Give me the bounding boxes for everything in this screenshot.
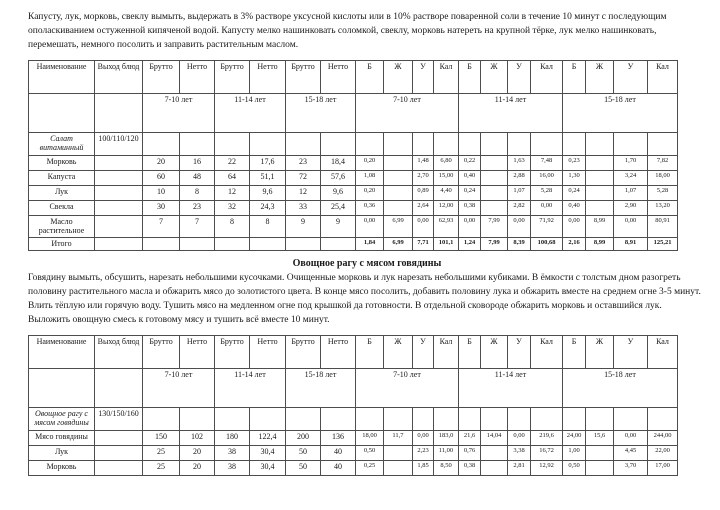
col-header-brutto: Брутто [143, 61, 180, 94]
nutrition-cell: 125,21 [648, 237, 678, 250]
age-group-15-18: 15-18 лет [563, 94, 678, 133]
weight-cell: 51,1 [250, 171, 286, 186]
nutrition-cell: 0,00 [356, 216, 384, 238]
weight-cell: 25 [143, 460, 180, 475]
nutrition-cell: 0,50 [356, 445, 384, 460]
nutrition-cell: 1,07 [508, 186, 531, 201]
col-header-brutto: Брутто [143, 335, 180, 368]
col-header-fat: Ж [384, 61, 413, 94]
nutrition-cell [508, 407, 531, 430]
nutrition-cell: 8,91 [614, 237, 648, 250]
nutrition-cell [481, 445, 508, 460]
nutrition-cell [508, 133, 531, 156]
age-group-7-10: 7-10 лет [143, 368, 215, 407]
weight-cell: 30 [143, 201, 180, 216]
nutrition-cell: 1,85 [413, 460, 434, 475]
nutrition-cell [384, 186, 413, 201]
nutrition-cell: 21,6 [459, 430, 481, 445]
weight-cell [286, 407, 321, 430]
nutrition-cell [356, 133, 384, 156]
age-group-11-14: 11-14 лет [215, 94, 286, 133]
row-label: Капуста [29, 171, 95, 186]
weight-cell: 38 [215, 460, 250, 475]
preparation-paragraph: Капусту, лук, морковь, свеклу вымыть, выдержать в 3% растворе уксусной кислоты или в 10% растворе поваренной соли в течение 10 минут с последующим ополаскиванием остуженной кипяченой водой. Капусту мелко нашинковать соломкой, свеклу, морковь натереть на крупной тёрке, лук мелко нашинковать, перемешать, немного посолить и заправить растительным маслом. [28, 12, 667, 50]
nutrition-cell: 2,64 [413, 201, 434, 216]
nutrition-cell [384, 460, 413, 475]
recipe-paragraph: Говядину вымыть, обсушить, нарезать небольшими кусочками. Очищенные морковь и лук нарезать небольшими кубиками. В ёмкости с толстым дном разогреть половину растительного масла и обжарить мясо до золотистого цвета. В конце мясо посолить, добавить половину лука и обжарить вместе на среднем огне 3-5 минут. Влить тёплую или горячую воду. Тушить мясо на медленном огне под крышкой да готовности. В отдельной сковороде обжарить морковь и оставшийся лук. Выложить овощную смесь к готовому мясу и тушить всё вместе 10 минут. [28, 272, 701, 325]
nutrition-cell [481, 171, 508, 186]
weight-cell: 136 [321, 430, 356, 445]
nutrition-cell [614, 133, 648, 156]
col-header-carbs: У [413, 61, 434, 94]
weight-cell [286, 133, 321, 156]
age-group-7-10: 7-10 лет [356, 368, 459, 407]
weight-cell: 18,4 [321, 156, 356, 171]
yield-cell [95, 216, 143, 238]
nutrition-cell [384, 156, 413, 171]
stew-nutrition-table [28, 335, 678, 476]
weight-cell: 20 [180, 445, 215, 460]
weight-cell [321, 407, 356, 430]
col-header-name: Наименование [29, 61, 95, 94]
age-group-11-14: 11-14 лет [215, 368, 286, 407]
nutrition-cell [531, 407, 563, 430]
col-header-carbs: У [614, 335, 648, 368]
nutrition-cell: 0,24 [563, 186, 586, 201]
weight-cell: 30,4 [250, 445, 286, 460]
weight-cell: 32 [215, 201, 250, 216]
nutrition-cell: 14,04 [481, 430, 508, 445]
weight-cell [250, 237, 286, 250]
col-header-kcal: Кал [648, 335, 678, 368]
yield-cell: 100/110/120 [95, 133, 143, 156]
nutrition-cell: 2,82 [508, 201, 531, 216]
row-label: Салат витаминный [29, 133, 95, 156]
weight-cell: 16 [180, 156, 215, 171]
weight-cell [321, 133, 356, 156]
nutrition-cell: 18,00 [648, 171, 678, 186]
col-header-protein: Б [356, 335, 384, 368]
nutrition-cell: 2,88 [508, 171, 531, 186]
nutrition-cell: 71,92 [531, 216, 563, 238]
total-row [29, 237, 678, 250]
nutrition-cell [384, 407, 413, 430]
nutrition-cell: 11,7 [384, 430, 413, 445]
empty-header-cell [29, 368, 95, 407]
col-header-carbs: У [614, 61, 648, 94]
nutrition-cell: 0,00 [413, 216, 434, 238]
nutrition-cell [586, 133, 614, 156]
weight-cell: 30,4 [250, 460, 286, 475]
nutrition-cell: 16,72 [531, 445, 563, 460]
nutrition-cell [434, 407, 459, 430]
yield-cell [95, 430, 143, 445]
weight-cell: 48 [180, 171, 215, 186]
nutrition-cell [384, 133, 413, 156]
nutrition-cell: 0,89 [413, 186, 434, 201]
row-label: Итого [29, 237, 95, 250]
col-header-netto: Нетто [250, 61, 286, 94]
age-group-15-18: 15-18 лет [563, 368, 678, 407]
empty-header-cell [95, 368, 143, 407]
nutrition-cell: 80,91 [648, 216, 678, 238]
col-header-protein: Б [356, 61, 384, 94]
recipe-heading: Овощное рагу с мясом говядины [292, 257, 442, 269]
weight-cell: 102 [180, 430, 215, 445]
weight-cell [143, 407, 180, 430]
col-header-carbs: У [413, 335, 434, 368]
col-header-kcal: Кал [531, 61, 563, 94]
nutrition-cell: 101,1 [434, 237, 459, 250]
nutrition-cell [531, 133, 563, 156]
weight-cell: 64 [215, 171, 250, 186]
empty-header-cell [95, 94, 143, 133]
col-header-kcal: Кал [648, 61, 678, 94]
table-header-row [29, 335, 678, 368]
nutrition-cell [481, 156, 508, 171]
nutrition-cell [384, 201, 413, 216]
nutrition-cell [586, 171, 614, 186]
dish-row [29, 133, 678, 156]
nutrition-cell: 8,99 [586, 216, 614, 238]
age-group-11-14: 11-14 лет [459, 368, 563, 407]
nutrition-cell: 0,00 [614, 430, 648, 445]
col-header-brutto: Брутто [215, 61, 250, 94]
nutrition-cell [586, 156, 614, 171]
nutrition-cell: 13,20 [648, 201, 678, 216]
row-label: Масло растительное [29, 216, 95, 238]
nutrition-cell: 0,50 [563, 460, 586, 475]
nutrition-cell: 2,81 [508, 460, 531, 475]
col-header-fat: Ж [586, 61, 614, 94]
row-label: Овощное рагу с мясом говядины [29, 407, 95, 430]
nutrition-cell: 2,23 [413, 445, 434, 460]
nutrition-cell [563, 133, 586, 156]
col-header-yield: Выход блюд [95, 61, 143, 94]
nutrition-cell: 12,92 [531, 460, 563, 475]
nutrition-cell [384, 171, 413, 186]
row-label: Морковь [29, 156, 95, 171]
age-group-header-row [29, 368, 678, 407]
row-label: Свекла [29, 201, 95, 216]
nutrition-cell [459, 133, 481, 156]
yield-cell [95, 156, 143, 171]
weight-cell: 7 [180, 216, 215, 238]
weight-cell: 40 [321, 445, 356, 460]
nutrition-cell [563, 407, 586, 430]
weight-cell: 8 [180, 186, 215, 201]
col-header-netto: Нетто [321, 61, 356, 94]
nutrition-cell: 0,22 [459, 156, 481, 171]
weight-cell: 57,6 [321, 171, 356, 186]
empty-header-cell [29, 94, 95, 133]
nutrition-cell: 11,00 [434, 445, 459, 460]
nutrition-cell: 2,90 [614, 201, 648, 216]
nutrition-cell: 16,00 [531, 171, 563, 186]
row-label: Лук [29, 186, 95, 201]
nutrition-cell: 6,99 [384, 237, 413, 250]
col-header-carbs: У [508, 61, 531, 94]
nutrition-cell: 0,38 [459, 201, 481, 216]
col-header-netto: Нетто [250, 335, 286, 368]
weight-cell: 38 [215, 445, 250, 460]
col-header-protein: Б [459, 335, 481, 368]
weight-cell: 50 [286, 460, 321, 475]
age-group-header-row [29, 94, 678, 133]
col-header-netto: Нетто [180, 61, 215, 94]
nutrition-cell: 7,71 [413, 237, 434, 250]
nutrition-cell: 0,00 [508, 430, 531, 445]
nutrition-cell: 7,48 [531, 156, 563, 171]
nutrition-cell: 0,20 [356, 156, 384, 171]
ingredient-row [29, 171, 678, 186]
nutrition-cell: 62,93 [434, 216, 459, 238]
weight-cell [250, 407, 286, 430]
nutrition-cell: 3,24 [614, 171, 648, 186]
row-label: Лук [29, 445, 95, 460]
col-header-fat: Ж [384, 335, 413, 368]
age-group-15-18: 15-18 лет [286, 94, 356, 133]
nutrition-cell: 24,00 [563, 430, 586, 445]
nutrition-cell: 0,00 [459, 216, 481, 238]
age-group-7-10: 7-10 лет [143, 94, 215, 133]
nutrition-cell: 6,99 [384, 216, 413, 238]
nutrition-cell: 0,36 [356, 201, 384, 216]
yield-cell [95, 445, 143, 460]
ingredient-row [29, 216, 678, 238]
weight-cell: 8 [250, 216, 286, 238]
weight-cell [321, 237, 356, 250]
age-group-7-10: 7-10 лет [356, 94, 459, 133]
nutrition-cell [413, 133, 434, 156]
weight-cell: 12 [286, 186, 321, 201]
weight-cell: 200 [286, 430, 321, 445]
col-header-netto: Нетто [180, 335, 215, 368]
nutrition-cell: 1,84 [356, 237, 384, 250]
nutrition-cell [356, 407, 384, 430]
nutrition-cell: 1,24 [459, 237, 481, 250]
weight-cell [215, 133, 250, 156]
nutrition-cell: 100,68 [531, 237, 563, 250]
nutrition-cell: 0,00 [614, 216, 648, 238]
nutrition-cell: 4,40 [434, 186, 459, 201]
weight-cell: 9,6 [321, 186, 356, 201]
nutrition-cell: 1,07 [614, 186, 648, 201]
nutrition-cell: 0,23 [563, 156, 586, 171]
col-header-brutto: Брутто [286, 61, 321, 94]
weight-cell: 9 [286, 216, 321, 238]
weight-cell: 20 [180, 460, 215, 475]
nutrition-cell [586, 407, 614, 430]
weight-cell [215, 407, 250, 430]
weight-cell [286, 237, 321, 250]
nutrition-cell [586, 201, 614, 216]
nutrition-cell: 0,24 [459, 186, 481, 201]
nutrition-cell: 1,48 [413, 156, 434, 171]
ingredient-row [29, 460, 678, 475]
weight-cell [143, 237, 180, 250]
weight-cell: 23 [286, 156, 321, 171]
nutrition-cell [413, 407, 434, 430]
nutrition-cell: 7,99 [481, 216, 508, 238]
col-header-carbs: У [508, 335, 531, 368]
weight-cell: 122,4 [250, 430, 286, 445]
weight-cell [143, 133, 180, 156]
weight-cell: 7 [143, 216, 180, 238]
nutrition-cell: 2,70 [413, 171, 434, 186]
nutrition-cell: 1,00 [563, 445, 586, 460]
dish-row [29, 407, 678, 430]
nutrition-cell: 0,76 [459, 445, 481, 460]
yield-cell [95, 186, 143, 201]
yield-cell: 130/150/160 [95, 407, 143, 430]
weight-cell: 17,6 [250, 156, 286, 171]
weight-cell: 10 [143, 186, 180, 201]
ingredient-row [29, 445, 678, 460]
col-header-kcal: Кал [434, 61, 459, 94]
yield-cell [95, 201, 143, 216]
weight-cell: 50 [286, 445, 321, 460]
weight-cell: 12 [215, 186, 250, 201]
nutrition-cell [586, 445, 614, 460]
nutrition-cell: 15,6 [586, 430, 614, 445]
nutrition-cell: 0,25 [356, 460, 384, 475]
nutrition-cell: 6,80 [434, 156, 459, 171]
age-group-11-14: 11-14 лет [459, 94, 563, 133]
nutrition-cell [481, 133, 508, 156]
weight-cell: 23 [180, 201, 215, 216]
col-header-yield: Выход блюд [95, 335, 143, 368]
nutrition-cell: 0,00 [563, 216, 586, 238]
nutrition-cell [586, 186, 614, 201]
weight-cell: 72 [286, 171, 321, 186]
col-header-kcal: Кал [434, 335, 459, 368]
age-group-15-18: 15-18 лет [286, 368, 356, 407]
weight-cell: 25 [143, 445, 180, 460]
nutrition-cell: 5,28 [531, 186, 563, 201]
nutrition-cell [481, 407, 508, 430]
nutrition-cell: 0,00 [508, 216, 531, 238]
weight-cell: 24,3 [250, 201, 286, 216]
nutrition-cell: 2,16 [563, 237, 586, 250]
nutrition-cell: 0,20 [356, 186, 384, 201]
nutrition-cell: 12,00 [434, 201, 459, 216]
nutrition-cell: 4,45 [614, 445, 648, 460]
yield-cell [95, 460, 143, 475]
nutrition-cell: 17,00 [648, 460, 678, 475]
nutrition-cell [434, 133, 459, 156]
nutrition-cell [614, 407, 648, 430]
weight-cell [180, 407, 215, 430]
nutrition-cell: 8,99 [586, 237, 614, 250]
nutrition-cell [481, 186, 508, 201]
salad-nutrition-table [28, 60, 678, 251]
nutrition-cell: 0,38 [459, 460, 481, 475]
weight-cell: 180 [215, 430, 250, 445]
nutrition-cell: 8,50 [434, 460, 459, 475]
nutrition-cell: 183,0 [434, 430, 459, 445]
weight-cell: 20 [143, 156, 180, 171]
nutrition-cell [481, 460, 508, 475]
row-label: Морковь [29, 460, 95, 475]
col-header-fat: Ж [586, 335, 614, 368]
nutrition-cell: 1,08 [356, 171, 384, 186]
nutrition-cell: 18,00 [356, 430, 384, 445]
weight-cell: 150 [143, 430, 180, 445]
weight-cell [215, 237, 250, 250]
yield-cell [95, 171, 143, 186]
col-header-kcal: Кал [531, 335, 563, 368]
col-header-brutto: Брутто [286, 335, 321, 368]
nutrition-cell: 1,63 [508, 156, 531, 171]
nutrition-cell: 7,82 [648, 156, 678, 171]
nutrition-cell [648, 133, 678, 156]
nutrition-cell: 8,39 [508, 237, 531, 250]
nutrition-cell: 3,38 [508, 445, 531, 460]
table-header-row [29, 61, 678, 94]
weight-cell [250, 133, 286, 156]
col-header-brutto: Брутто [215, 335, 250, 368]
nutrition-cell [481, 201, 508, 216]
col-header-netto: Нетто [321, 335, 356, 368]
nutrition-cell [648, 407, 678, 430]
col-header-name: Наименование [29, 335, 95, 368]
nutrition-cell: 0,40 [459, 171, 481, 186]
nutrition-cell: 1,70 [614, 156, 648, 171]
weight-cell: 25,4 [321, 201, 356, 216]
col-header-fat: Ж [481, 61, 508, 94]
nutrition-cell: 15,00 [434, 171, 459, 186]
nutrition-cell: 0,40 [563, 201, 586, 216]
nutrition-cell: 5,28 [648, 186, 678, 201]
nutrition-cell [459, 407, 481, 430]
weight-cell: 33 [286, 201, 321, 216]
weight-cell: 8 [215, 216, 250, 238]
col-header-protein: Б [563, 335, 586, 368]
nutrition-cell: 0,00 [413, 430, 434, 445]
ingredient-row [29, 156, 678, 171]
nutrition-cell: 0,00 [531, 201, 563, 216]
weight-cell: 9,6 [250, 186, 286, 201]
nutrition-cell: 1,30 [563, 171, 586, 186]
ingredient-row [29, 430, 678, 445]
weight-cell: 9 [321, 216, 356, 238]
ingredient-row [29, 186, 678, 201]
nutrition-cell: 3,70 [614, 460, 648, 475]
weight-cell: 22 [215, 156, 250, 171]
yield-cell [95, 237, 143, 250]
ingredient-row [29, 201, 678, 216]
row-label: Мясо говядины [29, 430, 95, 445]
weight-cell [180, 237, 215, 250]
col-header-protein: Б [563, 61, 586, 94]
nutrition-cell: 7,99 [481, 237, 508, 250]
nutrition-cell: 244,00 [648, 430, 678, 445]
nutrition-cell [384, 445, 413, 460]
nutrition-cell [586, 460, 614, 475]
nutrition-cell: 22,00 [648, 445, 678, 460]
weight-cell [180, 133, 215, 156]
weight-cell: 60 [143, 171, 180, 186]
weight-cell: 40 [321, 460, 356, 475]
nutrition-cell: 219,6 [531, 430, 563, 445]
col-header-fat: Ж [481, 335, 508, 368]
col-header-protein: Б [459, 61, 481, 94]
